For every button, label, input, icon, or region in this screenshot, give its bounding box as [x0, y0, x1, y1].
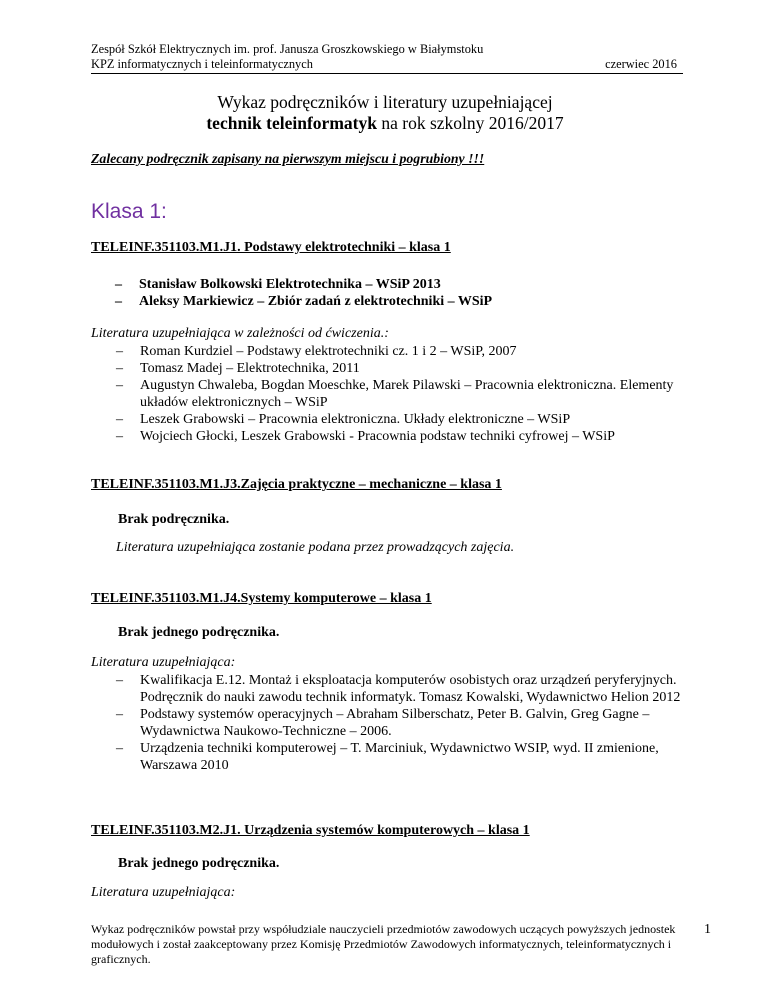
- page-header: [91, 42, 679, 72]
- document-title: [91, 92, 679, 134]
- lit-item: – Augustyn Chwaleba, Bogdan Moeschke, Marek Pilawski – Pracownia elektroniczna. Elementy układów elektronicznych – WSiP: [116, 377, 686, 411]
- section-4-no-textbook: Brak jednego podręcznika.: [118, 856, 280, 871]
- book-item: – Stanisław Bolkowski Elektrotechnika – WSiP 2013: [115, 276, 685, 293]
- section-3-lit-list: [116, 672, 696, 774]
- section-1-lit-label: Literatura uzupełniająca w zależności od ćwiczenia.:: [91, 326, 389, 341]
- lit-item: – Leszek Grabowski – Pracownia elektroniczna. Układy elektroniczne – WSiP: [116, 411, 686, 428]
- class-heading: Klasa 1:: [91, 200, 167, 223]
- section-2-lit-note: Literatura uzupełniająca zostanie podana przez prowadzących zajęcia.: [116, 540, 515, 555]
- page-footer: Wykaz podręczników powstał przy współudziale nauczycieli przedmiotów zawodowych uczących powyższych jednostek modułowych i został zaakceptowany przez Komisję Przedmiotów Zawodowych informatycznych, teleinformatycznych i graficznych.: [91, 922, 676, 966]
- lit-item: – Wojciech Głocki, Leszek Grabowski - Pracownia podstaw techniki cyfrowej – WSiP: [116, 428, 686, 445]
- lit-item: – Urządzenia techniki komputerowej – T. Marciniuk, Wydawnictwo WSIP, wyd. II zmienione, Warszawa 2010: [116, 740, 696, 774]
- page-number: 1: [704, 922, 711, 937]
- section-heading-3: TELEINF.351103.M1.J4.Systemy komputerowe – klasa 1: [91, 591, 432, 606]
- section-heading-1: TELEINF.351103.M1.J1. Podstawy elektrotechniki – klasa 1: [91, 240, 451, 255]
- section-3-no-textbook: Brak jednego podręcznika.: [118, 625, 280, 640]
- lit-item: – Tomasz Madej – Elektrotechnika, 2011: [116, 360, 686, 377]
- title-profession: technik teleinformatyk: [206, 113, 377, 133]
- lit-item: – Kwalifikacja E.12. Montaż i eksploatacja komputerów osobistych oraz urządzeń peryferyjnych. Podręcznik do nauki zawodu technik informatyk. Tomasz Kowalski, Wydawnictwo Helion 2012: [116, 672, 696, 706]
- header-rule: [91, 73, 683, 74]
- title-line-2: [91, 113, 679, 134]
- header-date: czerwiec 2016: [605, 57, 677, 71]
- lit-item: – Podstawy systemów operacyjnych – Abraham Silberschatz, Peter B. Galvin, Greg Gagne – Wydawnictwa Naukowo-Techniczne – 2006.: [116, 706, 696, 740]
- title-school-year: na rok szkolny 2016/2017: [376, 113, 564, 133]
- section-4-lit-label: Literatura uzupełniająca:: [91, 885, 236, 900]
- section-heading-4: TELEINF.351103.M2.J1. Urządzenia systemów komputerowych – klasa 1: [91, 823, 530, 838]
- title-line-1: Wykaz podręczników i literatury uzupełniającej: [217, 92, 553, 112]
- section-2-no-textbook: Brak podręcznika.: [118, 512, 230, 527]
- department-name: KPZ informatycznych i teleinformatycznych: [91, 57, 313, 71]
- lit-item: – Roman Kurdziel – Podstawy elektrotechniki cz. 1 i 2 – WSiP, 2007: [116, 343, 686, 360]
- book-item: – Aleksy Markiewicz – Zbiór zadań z elektrotechniki – WSiP: [115, 293, 685, 310]
- recommendation-note: Zalecany podręcznik zapisany na pierwszym miejscu i pogrubiony !!!: [91, 151, 485, 166]
- school-name: Zespół Szkół Elektrycznych im. prof. Janusza Groszkowskiego w Białymstoku: [91, 42, 484, 56]
- section-heading-2: TELEINF.351103.M1.J3.Zajęcia praktyczne – mechaniczne – klasa 1: [91, 477, 502, 492]
- section-3-lit-label: Literatura uzupełniająca:: [91, 655, 236, 670]
- section-1-lit-list: [116, 343, 686, 445]
- section-1-books: [115, 276, 685, 310]
